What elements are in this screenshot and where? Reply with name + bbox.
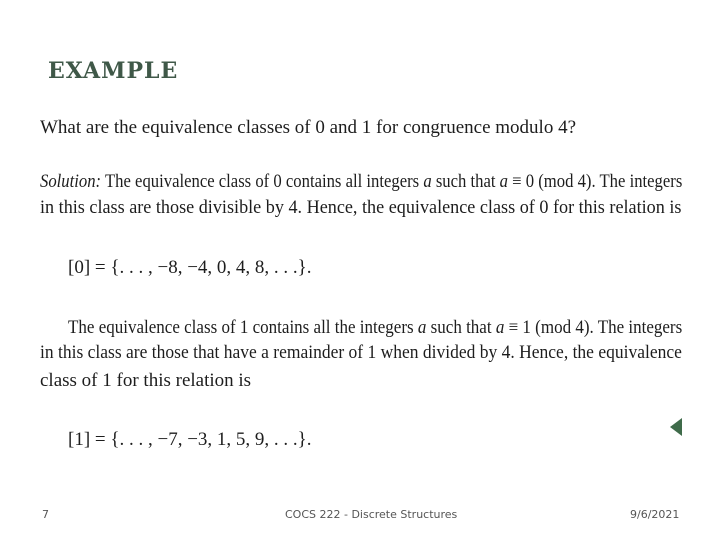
- variable-a: a: [499, 171, 509, 192]
- paragraph2-line-3: class of 1 for this relation is: [40, 370, 252, 391]
- slide-title: EXAMPLE: [48, 58, 179, 84]
- variable-a: a: [423, 171, 432, 192]
- page-number: 7: [42, 508, 49, 521]
- question-text: What are the equivalence classes of 0 and 1 for congruence modulo 4?: [40, 117, 576, 138]
- variable-a: a: [495, 317, 505, 338]
- equivalence-class-0: [0] = {. . . , −8, −4, 0, 4, 8, . . .}.: [68, 257, 312, 278]
- variable-a: a: [417, 317, 427, 338]
- footer-course: COCS 222 - Discrete Structures: [285, 508, 458, 521]
- paragraph2-text-1c: ≡ 1 (mod 4). The integers: [508, 317, 683, 338]
- paragraph2-line-2: in this class are those that have a remainder of 1 when divided by 4. Hence, the equivalence: [40, 342, 682, 363]
- footer-date: 9/6/2021: [630, 508, 680, 521]
- solution-text-1a: The equivalence class of 0 contains all integers: [104, 171, 420, 192]
- solution-text-1c: ≡ 0 (mod 4). The integers: [512, 171, 683, 192]
- equivalence-class-1: [1] = {. . . , −7, −3, 1, 5, 9, . . .}.: [68, 429, 312, 450]
- paragraph2-text-1b: such that: [430, 317, 492, 338]
- paragraph2-line-1: [68, 316, 682, 340]
- solution-label: Solution:: [40, 171, 102, 192]
- solution-line-2: in this class are those divisible by 4. Hence, the equivalence class of 0 for this relation is: [40, 197, 682, 218]
- paragraph2-text-1a: The equivalence class of 1 contains all the integers: [68, 317, 414, 338]
- solution-line-1: [40, 170, 682, 194]
- solution-text-1b: such that: [435, 171, 496, 192]
- triangle-left-icon[interactable]: [670, 418, 682, 436]
